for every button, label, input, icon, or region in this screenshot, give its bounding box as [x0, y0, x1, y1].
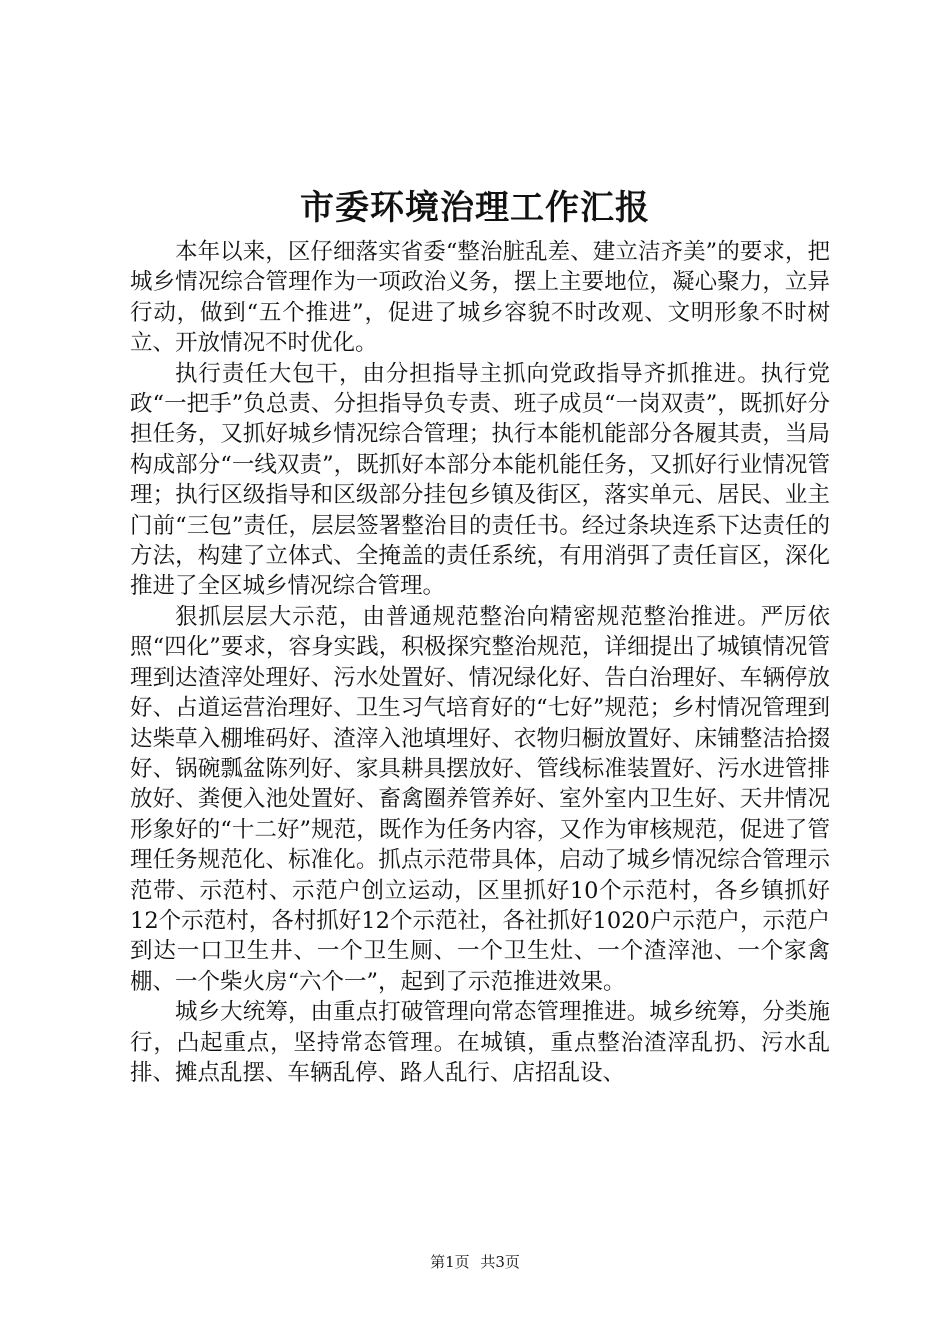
- document-body: [130, 237, 830, 1088]
- page-total: 共3页: [480, 1253, 520, 1271]
- paragraph-demonstration: 狠抓层层大示范，由普通规范整治向精密规范整治推进。严厉依照“四化”要求，容身实践，积极探究整治规范，详细提出了城镇情况管理到达渣滓处理好、污水处置好、情况绿化好、告白治理好、车辆停放好、占道运营治理好、卫生习气培育好的“七好”规范；乡村情况管理到达柴草入棚堆码好、渣滓入池填埋好、衣物归橱放置好、床铺整洁拾掇好、锅碗瓢盆陈列好、家具耕具摆放好、管线标准装置好、污水进管排放好、粪便入池处置好、畜禽圈养管养好、室外室内卫生好、天井情况形象好的“十二好”规范，既作为任务内容，又作为审核规范，促进了管理任务规范化、标准化。抓点示范带具体，启动了城乡情况综合管理示范带、示范村、示范户创立运动，区里抓好10个示范村，各乡镇抓好12个示范村，各村抓好12个示范社，各社抓好1020户示范户，示范户到达一口卫生井、一个卫生厕、一个卫生灶、一个渣滓池、一个家禽棚、一个柴火房“六个一”，起到了示范推进效果。: [130, 603, 830, 995]
- paragraph-responsibility: 执行责任大包干，由分担指导主抓向党政指导齐抓推进。执行党政“一把手”负总责、分担指导负专责、班子成员“一岗双责”，既抓好分担任务，又抓好城乡情况综合管理；执行本能机能部分各履其责，当局构成部分“一线双责”，既抓好本部分本能机能任务，又抓好行业情况管理；执行区级指导和区级部分挂包乡镇及街区，落实单元、居民、业主门前“三包”责任，层层签署整治目的责任书。经过条块连系下达责任的方法，构建了立体式、全掩盖的责任系统，有用消弭了责任盲区，深化推进了全区城乡情况综合管理。: [130, 360, 830, 600]
- paragraph-intro: 本年以来，区仔细落实省委“整治脏乱差、建立洁齐美”的要求，把城乡情况综合管理作为一项政治义务，摆上主要地位，凝心聚力，立异行动，做到“五个推进”，促进了城乡容貌不时改观、文明形象不时树立、开放情况不时优化。: [130, 239, 830, 357]
- paragraph-urban-rural: 城乡大统筹，由重点打破管理向常态管理推进。城乡统筹，分类施行，凸起重点，坚持常态管理。在城镇，重点整治渣滓乱扔、污水乱排、摊点乱摆、车辆乱停、路人乱行、店招乱设、: [130, 999, 830, 1086]
- page-number: 第1页: [430, 1253, 470, 1271]
- page-footer: [0, 1252, 950, 1272]
- page-title: 市委环境治理工作汇报: [300, 188, 650, 228]
